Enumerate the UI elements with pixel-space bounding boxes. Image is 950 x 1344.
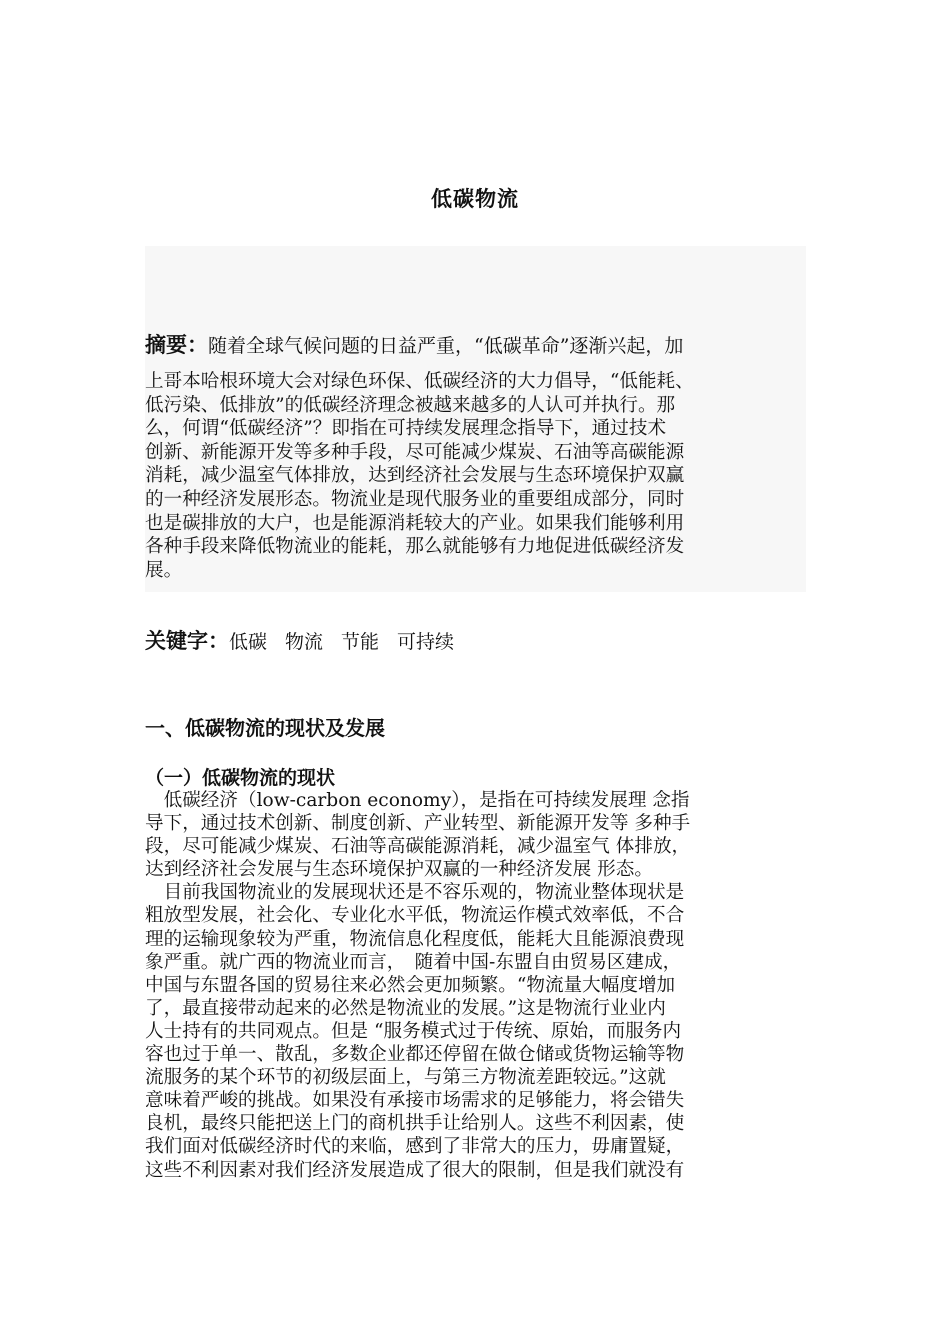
body-text-line: 容也过于单一、散乱，多数企业都还停留在做仓储或货物运输等物 xyxy=(145,1044,685,1066)
abstract-text-line: 也是碳排放的大户，也是能源消耗较大的产业。如果我们能够利用 xyxy=(145,512,685,534)
body-text-line: 中国与东盟各国的贸易往来必然会更加频繁。“物流量大幅度增加 xyxy=(145,974,676,996)
document-title: 低碳物流 xyxy=(431,187,519,211)
body-text-line: 理的运输现象较为严重，物流信息化程度低，能耗大且能源浪费现 xyxy=(145,928,685,950)
abstract-text-line: 的一种经济发展形态。物流业是现代服务业的重要组成部分，同时 xyxy=(145,488,685,510)
keyword: 物流 xyxy=(285,631,324,653)
keyword: 节能 xyxy=(341,631,380,653)
body-text-line: 低碳经济（low-carbon economy），是指在可持续发展理 念指 xyxy=(145,790,690,811)
body-text-line: 人士持有的共同观点。但是 “服务模式过于传统、原始，而服务内 xyxy=(145,1020,682,1042)
abstract-text-line: 消耗，减少温室气体排放，达到经济社会发展与生态环境保护双赢 xyxy=(145,465,685,487)
body-text-line: 我们面对低碳经济时代的来临，感到了非常大的压力，毋庸置疑， xyxy=(145,1136,685,1158)
body-text-line: 目前我国物流业的发展现状还是不容乐观的，物流业整体现状是 xyxy=(145,882,685,904)
body-text-line: 了，最直接带动起来的必然是物流业的发展。”这是物流行业业内 xyxy=(145,997,666,1019)
body-text-line: 段，尽可能减少煤炭、石油等高碳能源消耗，减少温室气 体排放， xyxy=(145,836,691,858)
section-heading: 一、低碳物流的现状及发展 xyxy=(145,716,385,740)
abstract-text-line: 创新、新能源开发等多种手段，尽可能减少煤炭、石油等高碳能源 xyxy=(145,441,685,463)
abstract-text-line: 低污染、低排放”的低碳经济理念被越来越多的人认可并执行。那 xyxy=(145,394,676,416)
abstract-body xyxy=(145,370,815,582)
abstract-text-line: 各种手段来降低物流业的能耗，那么就能够有力地促进低碳经济发 xyxy=(145,536,685,558)
body-text-line: 良机，最终只能把送上门的商机拱手让给别人。这些不利因素，使 xyxy=(145,1113,685,1135)
body-text-line: 意味着严峻的挑战。如果没有承接市场需求的足够能力，将会错失 xyxy=(145,1090,685,1112)
body-text-line: 导下，通过技术创新、制度创新、产业转型、新能源开发等 多种手 xyxy=(145,813,691,835)
body-paragraphs xyxy=(145,789,815,1182)
keyword: 可持续 xyxy=(397,631,455,653)
abstract-text-line: 随着全球气候问题的日益严重，“低碳革命”逐渐兴起，加 xyxy=(208,335,684,357)
abstract-first-line xyxy=(145,330,815,361)
keyword: 低碳 xyxy=(229,631,268,653)
subsection-heading: （一）低碳物流的现状 xyxy=(145,767,336,789)
body-text-line: 达到经济社会发展与生态环境保护双赢的一种经济发展 形态。 xyxy=(145,859,653,881)
body-text-line: 这些不利因素对我们经济发展造成了很大的限制，但是我们就没有 xyxy=(145,1159,685,1181)
abstract-text-line: 展。 xyxy=(145,559,183,581)
abstract-text-line: 么，何谓“低碳经济”？即指在可持续发展理念指导下，通过技术 xyxy=(145,418,667,440)
abstract-text-line: 上哥本哈根环境大会对绿色环保、低碳经济的大力倡导，“低能耗、 xyxy=(145,371,694,392)
body-text-line: 象严重。就广西的物流业而言， 随着中国-东盟自由贸易区建成， xyxy=(145,951,682,973)
keywords-line xyxy=(145,626,815,657)
body-text-line: 粗放型发展，社会化、专业化水平低，物流运作模式效率低，不合 xyxy=(145,905,685,927)
body-text-line: 流服务的某个环节的初级层面上，与第三方物流差距较远。”这就 xyxy=(145,1067,666,1089)
keywords-label: 关键字： xyxy=(145,629,229,653)
abstract-label: 摘要： xyxy=(145,333,208,357)
